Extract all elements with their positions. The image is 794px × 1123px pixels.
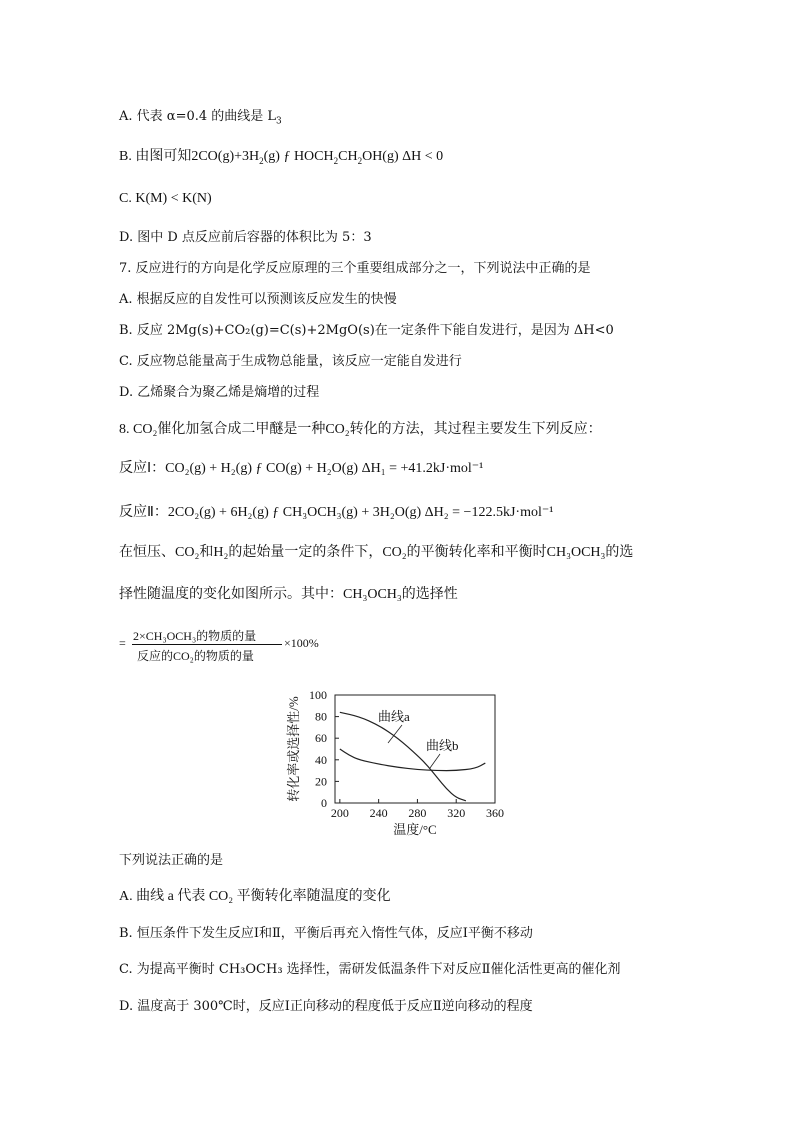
x-tick-label: 360 (486, 806, 504, 820)
series-b-leader (430, 754, 440, 768)
q6-option-b (119, 148, 443, 166)
q8-option-c: C. 为提高平衡时 CH₃OCH₃ 选择性，需研发低温条件下对反应Ⅱ催化活性更高的催化剂 (119, 962, 621, 977)
q6-option-b-text: B. 由图可知2CO(g)+3H (119, 149, 260, 164)
y-tick-label: 80 (315, 709, 327, 724)
x-tick-label: 280 (408, 806, 427, 820)
y-tick-label: 40 (315, 752, 327, 767)
q8-question: 下列说法正确的是 (119, 853, 224, 868)
q6-option-a-sub: 3 (276, 116, 282, 127)
q6-b-text4: OH(g) ΔH < 0 (362, 149, 444, 164)
y-tick-label: 100 (309, 688, 327, 702)
series-label-a: 曲线a (378, 709, 410, 724)
q6-b-sub1: 2 (259, 155, 264, 166)
y-tick-label: 60 (315, 731, 327, 746)
q7-option-d: D. 乙烯聚合为聚乙烯是熵增的过程 (119, 385, 320, 400)
q8-stem: 8. CO₂催化加氢合成二甲醚是一种CO₂转化的方法，其过程主要发生下列反应： (119, 422, 602, 437)
q7-option-c: C. 反应物总能量高于生成物总能量，该反应一定能自发进行 (119, 354, 462, 369)
q7-option-a: A. 根据反应的自发性可以预测该反应发生的快慢 (119, 292, 397, 307)
q8-condition-line2: 择性随温度的变化如图所示。其中：CH₃OCH₃的选择性 (119, 587, 458, 602)
chart-axes (335, 695, 495, 803)
plot-frame (335, 695, 495, 803)
y-tick-label: 20 (315, 774, 327, 789)
series-line-a (340, 712, 466, 801)
q8-reaction-1: 反应Ⅰ：CO₂(g) + H₂(g) ƒ CO(g) + H₂O(g) ΔH₁ = +41.2kJ·mol⁻¹ (119, 461, 484, 476)
q8-option-b: B. 恒压条件下发生反应Ⅰ和Ⅱ，平衡后再充入惰性气体，反应Ⅰ平衡不移动 (119, 926, 533, 941)
q6-b-text2: (g) ƒ HOCH (263, 149, 334, 164)
x-tick-label: 200 (330, 806, 349, 820)
y-axis-label: 转化率或选择性/% (286, 696, 301, 802)
q8-option-a: A. 曲线 a 代表 CO₂ 平衡转化率随温度的变化 (119, 889, 391, 904)
selectivity-formula (119, 627, 339, 667)
fraction-bar (132, 644, 282, 645)
q6-option-a (119, 108, 282, 126)
q6-option-d: D. 图中 D 点反应前后容器的体积比为 5：3 (119, 230, 372, 245)
x-axis-label: 温度/°C (393, 822, 437, 837)
formula-numerator: 2×CH₃OCH₃的物质的量 (133, 629, 257, 643)
x-tick-label: 320 (447, 806, 466, 820)
q6-b-text3: CH (338, 149, 358, 164)
series-label-b: 曲线b (426, 738, 459, 753)
q8-condition-line1: 在恒压、CO₂和H₂的起始量一定的条件下，CO₂的平衡转化率和平衡时CH₃OCH₃的选 (119, 545, 634, 560)
y-tick-label: 0 (321, 796, 327, 810)
q8-reaction-2: 反应Ⅱ：2CO₂(g) + 6H₂(g) ƒ CH₃OCH₃(g) + 3H₂O(g) ΔH₂ = −122.5kJ·mol⁻¹ (119, 505, 554, 520)
q6-b-sub3: 2 (357, 155, 363, 166)
chart-ticks (309, 688, 504, 820)
chart-lines (340, 712, 485, 801)
formula-percent: ×100% (284, 636, 319, 650)
formula-denominator: 反应的CO₂的物质的量 (137, 649, 254, 663)
q6-b-sub2: 2 (333, 155, 339, 166)
q8-option-d: D. 温度高于 300℃时，反应Ⅰ正向移动的程度低于反应Ⅱ逆向移动的程度 (119, 999, 533, 1014)
q7-option-b: B. 反应 2Mg(s)+CO₂(g)=C(s)+2MgO(s)在一定条件下能自发进行，是因为 ΔH<0 (119, 323, 614, 338)
q7-stem: 7. 反应进行的方向是化学反应原理的三个重要组成部分之一，下列说法中正确的是 (119, 261, 591, 276)
formula-equals: = (119, 636, 126, 650)
q6-option-c: C. K(M) < K(N) (119, 191, 212, 206)
q6-option-a-text: A. 代表 α=0.4 的曲线是 L (119, 109, 277, 124)
series-line-b (340, 749, 485, 771)
x-tick-label: 240 (369, 806, 388, 820)
conversion-selectivity-chart (280, 685, 510, 840)
